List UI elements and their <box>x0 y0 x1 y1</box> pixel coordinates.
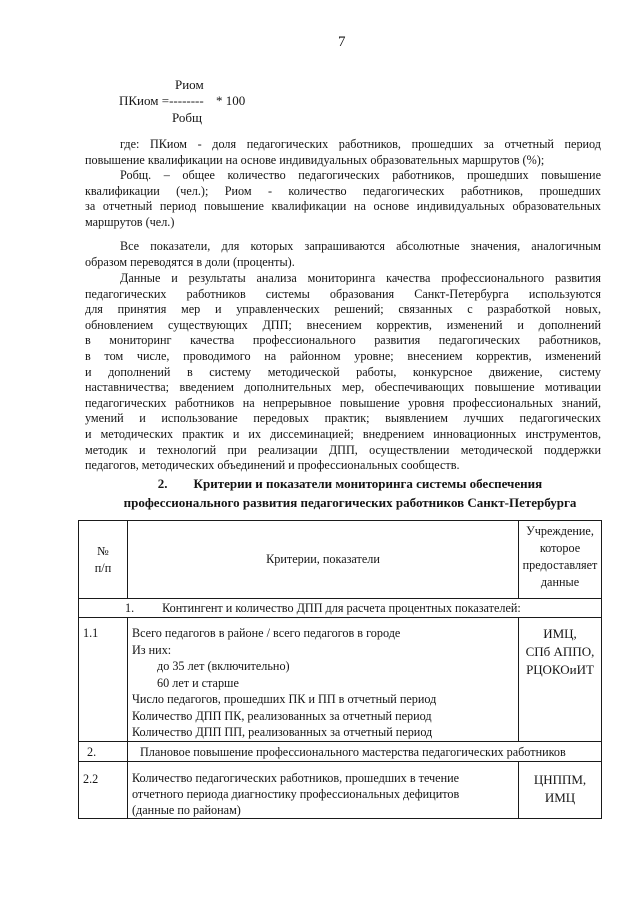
group-1-cell <box>79 599 602 618</box>
criteria-line: до 35 лет (включительно) <box>157 659 290 673</box>
paragraph-results <box>85 271 601 474</box>
criteria-line: отчетного периода диагностику профессиональных дефицитов <box>132 787 460 801</box>
formula-numerator: Риом <box>175 77 204 92</box>
formula-denominator: Робщ <box>172 110 203 125</box>
header-institution-label: которое <box>539 541 581 555</box>
row-1-1-criteria <box>128 618 519 742</box>
paragraph-line: и методических практик и их диссеминацией; внедрением инновационных инструментов, <box>85 426 601 441</box>
header-num-label: п/п <box>94 560 112 575</box>
row-1-1-institutions <box>519 618 602 742</box>
paragraph-line: умений и использование передовых практик; выявлением лучших педагогических <box>85 411 601 426</box>
criteria-line: Количество педагогических работников, прошедших в течение <box>132 771 460 785</box>
header-institution-label: Учреждение, <box>526 524 594 538</box>
formula-rhs: * 100 <box>216 93 246 108</box>
page-number: 7 <box>338 34 346 50</box>
row-2-2-num: 2.2 <box>79 762 128 819</box>
paragraph-line: и дополнений в систему методической работы, конкурсное движение, систему <box>85 364 601 379</box>
paragraph-line: педагогических работников на непрерывное повышение уровня профессиональных знаний, <box>85 395 601 410</box>
section-heading-line-1 <box>70 474 630 493</box>
definition-line: повышение квалификации на основе индивидуальных образовательных маршрутов (%); <box>85 152 545 167</box>
criteria-line: Число педагогов, прошедших ПК и ПП в отчетный период <box>132 692 437 706</box>
header-num-label: № <box>97 543 109 558</box>
criteria-line: (данные по районам) <box>132 803 241 817</box>
paragraph-line: образом переводятся в доли (проценты). <box>85 254 295 269</box>
paragraph-line: в том числе, проводимого на районном уровне; внесением корректив, изменений <box>85 348 601 363</box>
group-1-title: Контингент и количество ДПП для расчета процентных показателей: <box>162 601 521 615</box>
row-2-2-criteria <box>128 762 519 819</box>
group-2-title: Плановое повышение профессионального мастерства педагогических работников <box>128 742 602 762</box>
institution-name: РЦОКОиИТ <box>526 662 594 677</box>
formula-lhs: ПКиом =-------- <box>119 93 204 108</box>
table-row <box>79 762 602 819</box>
criteria-table <box>78 520 602 819</box>
institution-name: ЦНППМ, <box>533 772 587 787</box>
definition-line: Робщ. – общее количество педагогических работников, прошедших повышение <box>120 168 601 183</box>
paragraph-line: Данные и результаты анализа мониторинга качества профессионального развития <box>120 271 601 285</box>
criteria-line: Всего педагогов в районе / всего педагогов в городе <box>132 626 401 640</box>
row-1-1-num: 1.1 <box>79 618 128 742</box>
section-number: 2. <box>157 476 168 491</box>
header-institution-label: данные <box>540 575 580 589</box>
table-group-row <box>79 742 602 762</box>
institution-name: СПб АППО, <box>525 644 595 659</box>
header-institution-cell <box>519 521 602 599</box>
institution-name: ИМЦ <box>544 790 576 805</box>
section-title: Критерии и показатели мониторинга системы обеспечения <box>193 476 543 491</box>
paragraph-line: педагогов, методических объединений и профессиональных сообществ. <box>85 458 460 473</box>
row-2-2-institutions <box>519 762 602 819</box>
group-1-number: 1. <box>125 601 135 615</box>
section-heading <box>70 474 630 512</box>
table-header-row <box>79 521 602 599</box>
paragraph-line: методик и технологий при реализации ДПП, осуществлении методической поддержки <box>85 442 601 457</box>
table-row <box>79 618 602 742</box>
table-group-row <box>79 599 602 618</box>
paragraph-line: педагогических работников системы образования Санкт-Петербурга используются <box>85 286 601 301</box>
header-num-cell <box>79 521 128 599</box>
paragraph-line: Все показатели, для которых запрашиваются абсолютные значения, аналогичным <box>120 239 601 253</box>
definition-line: маршрутов (чел.) <box>85 214 175 229</box>
paragraph-indicators <box>85 239 601 270</box>
paragraph-line: наставничества; введением дополнительных мер, обеспечивающих повышение мотивации <box>85 380 601 395</box>
institution-name: ИМЦ, <box>543 626 577 641</box>
criteria-line: Количество ДПП ПП, реализованных за отчетный период <box>132 725 433 739</box>
header-institution-label: предоставляет <box>522 558 598 572</box>
definitions-block <box>85 137 601 231</box>
criteria-line: 60 лет и старше <box>157 675 239 690</box>
paragraph-line: для принятия мер и управленческих решений; связанных с разработкой новых, <box>85 302 601 317</box>
header-criteria-cell <box>128 521 519 599</box>
definition-line: где: ПКиом - доля педагогических работников, прошедших за отчетный период <box>120 137 601 151</box>
header-criteria-label: Критерии, показатели <box>266 552 380 566</box>
definition-line: за отчетный период повышение квалификации на основе индивидуальных образовательных <box>85 199 601 214</box>
criteria-line: Количество ДПП ПК, реализованных за отчетный период <box>132 708 432 723</box>
paragraph-line: в мониторинг качества профессионального развития педагогических работников, <box>85 333 601 348</box>
section-heading-line-2: профессионального развития педагогических работников Санкт-Петербурга <box>123 495 577 510</box>
paragraph-line: обновлением существующих ДПП; внесением корректив, изменений и дополнений <box>85 317 601 332</box>
criteria-line: Из них: <box>132 642 172 657</box>
definition-line: квалификации (чел.); Риом - количество педагогических работников, прошедших <box>85 183 601 198</box>
group-2-number: 2. <box>79 742 128 762</box>
